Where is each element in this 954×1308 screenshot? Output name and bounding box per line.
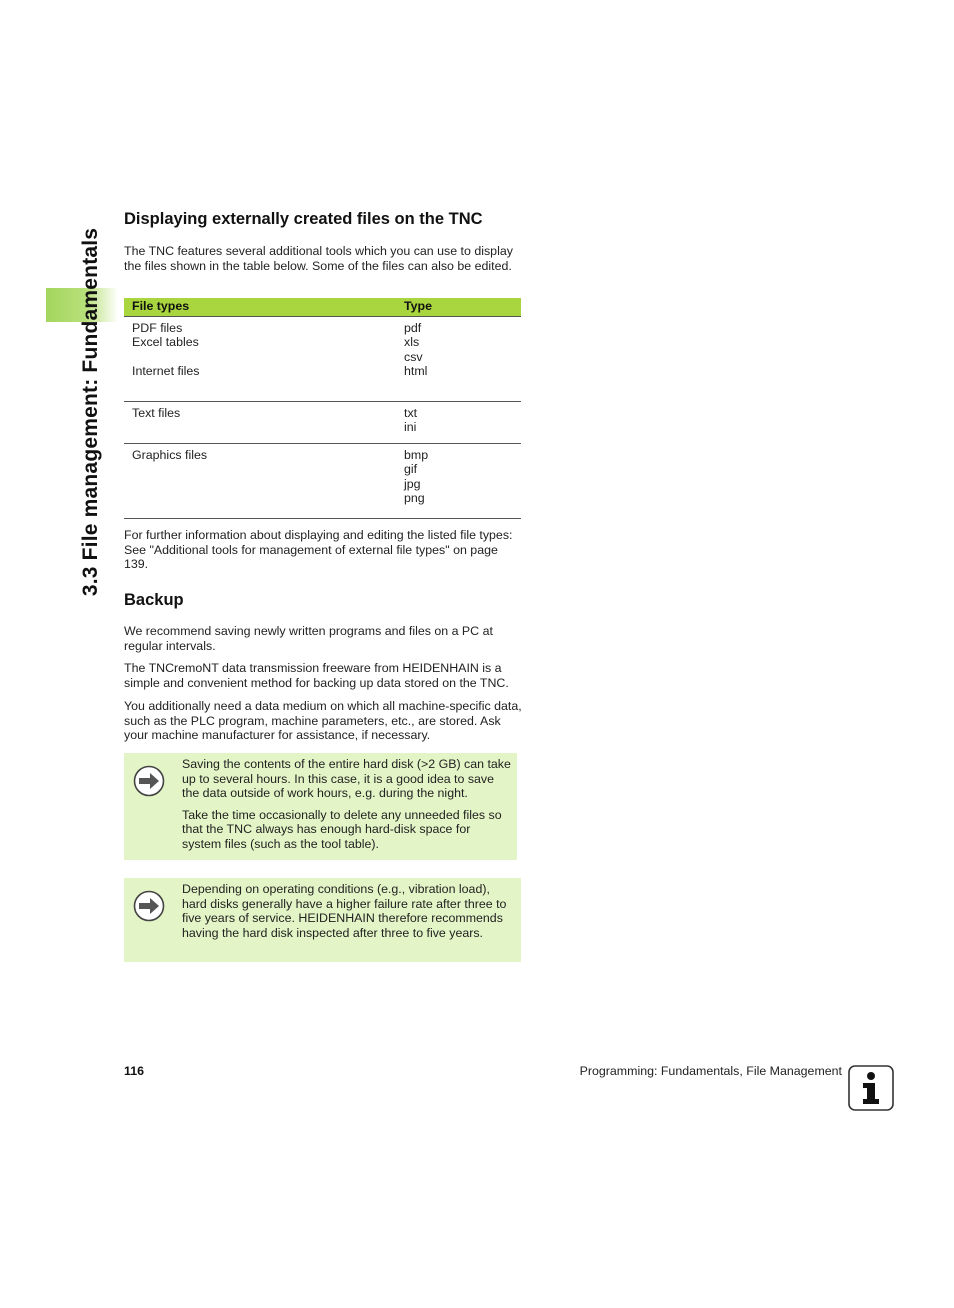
backup-paragraph-3: You additionally need a data medium on which all machine-specific data, such as the PLC program, machine parameters, etc., are stored. Ask your machine manufacturer for assistance, if necessary.: [124, 699, 522, 742]
note-paragraph: Take the time occasionally to delete any unneeded files so that the TNC always has enough hard-disk space for system files (such as the tool table).: [182, 807, 502, 851]
table-header-file-types: File types: [124, 298, 396, 317]
arrow-right-icon: [133, 890, 165, 922]
chapter-side-title: [78, 212, 104, 612]
note-paragraph: Depending on operating conditions (e.g., vibration load), hard disks generally have a higher failure rate after three to five years of service. HEIDENHAIN therefore recommends having the hard disk inspected after three to five years.: [182, 882, 507, 940]
table-cell-types: Text files: [124, 402, 396, 444]
section-heading-external-files: Displaying externally created files on the TNC: [124, 210, 483, 228]
table-row: [124, 317, 521, 402]
backup-paragraph-1: We recommend saving newly written programs and files on a PC at regular intervals.: [124, 624, 493, 653]
note-text: [182, 757, 512, 858]
table-row: [124, 444, 521, 519]
section-intro: The TNC features several additional tools which you can use to display the files shown in the table below. Some of the files can also be edited.: [124, 244, 513, 273]
note-paragraph: Saving the contents of the entire hard disk (>2 GB) can take up to several hours. In this case, it is a good idea to save the data outside of work hours, e.g. during the night.: [182, 757, 511, 800]
table-header-type: Type: [396, 298, 521, 317]
table-row: [124, 402, 521, 444]
section-heading-backup: Backup: [124, 591, 184, 609]
note-box-hard-disk: [124, 878, 521, 962]
table-cell-types: PDF files Excel tables Internet files: [124, 317, 396, 402]
info-icon: [848, 1065, 894, 1111]
backup-paragraph-2: The TNCremoNT data transmission freeware from HEIDENHAIN is a simple and convenient method for backing up data stored on the TNC.: [124, 661, 509, 690]
manual-title: Programming: Fundamentals, File Management: [579, 1064, 842, 1078]
further-info-paragraph: For further information about displaying and editing the listed file types: See "Additional tools for management of external file types" on page 139.: [124, 528, 513, 571]
note-box-backup-duration: [124, 753, 517, 860]
page-number: 116: [124, 1064, 144, 1078]
table-cell-exts: txt ini: [396, 402, 521, 444]
note-text: [182, 882, 514, 947]
file-types-table: [124, 298, 521, 519]
table-cell-exts: bmp gif jpg png: [396, 444, 521, 519]
table-cell-types: Graphics files: [124, 444, 396, 519]
chapter-side-title-text: 3.3 File management: Fundamentals: [79, 227, 103, 597]
table-cell-exts: pdf xls csv html: [396, 317, 521, 402]
arrow-right-icon: [133, 765, 165, 797]
